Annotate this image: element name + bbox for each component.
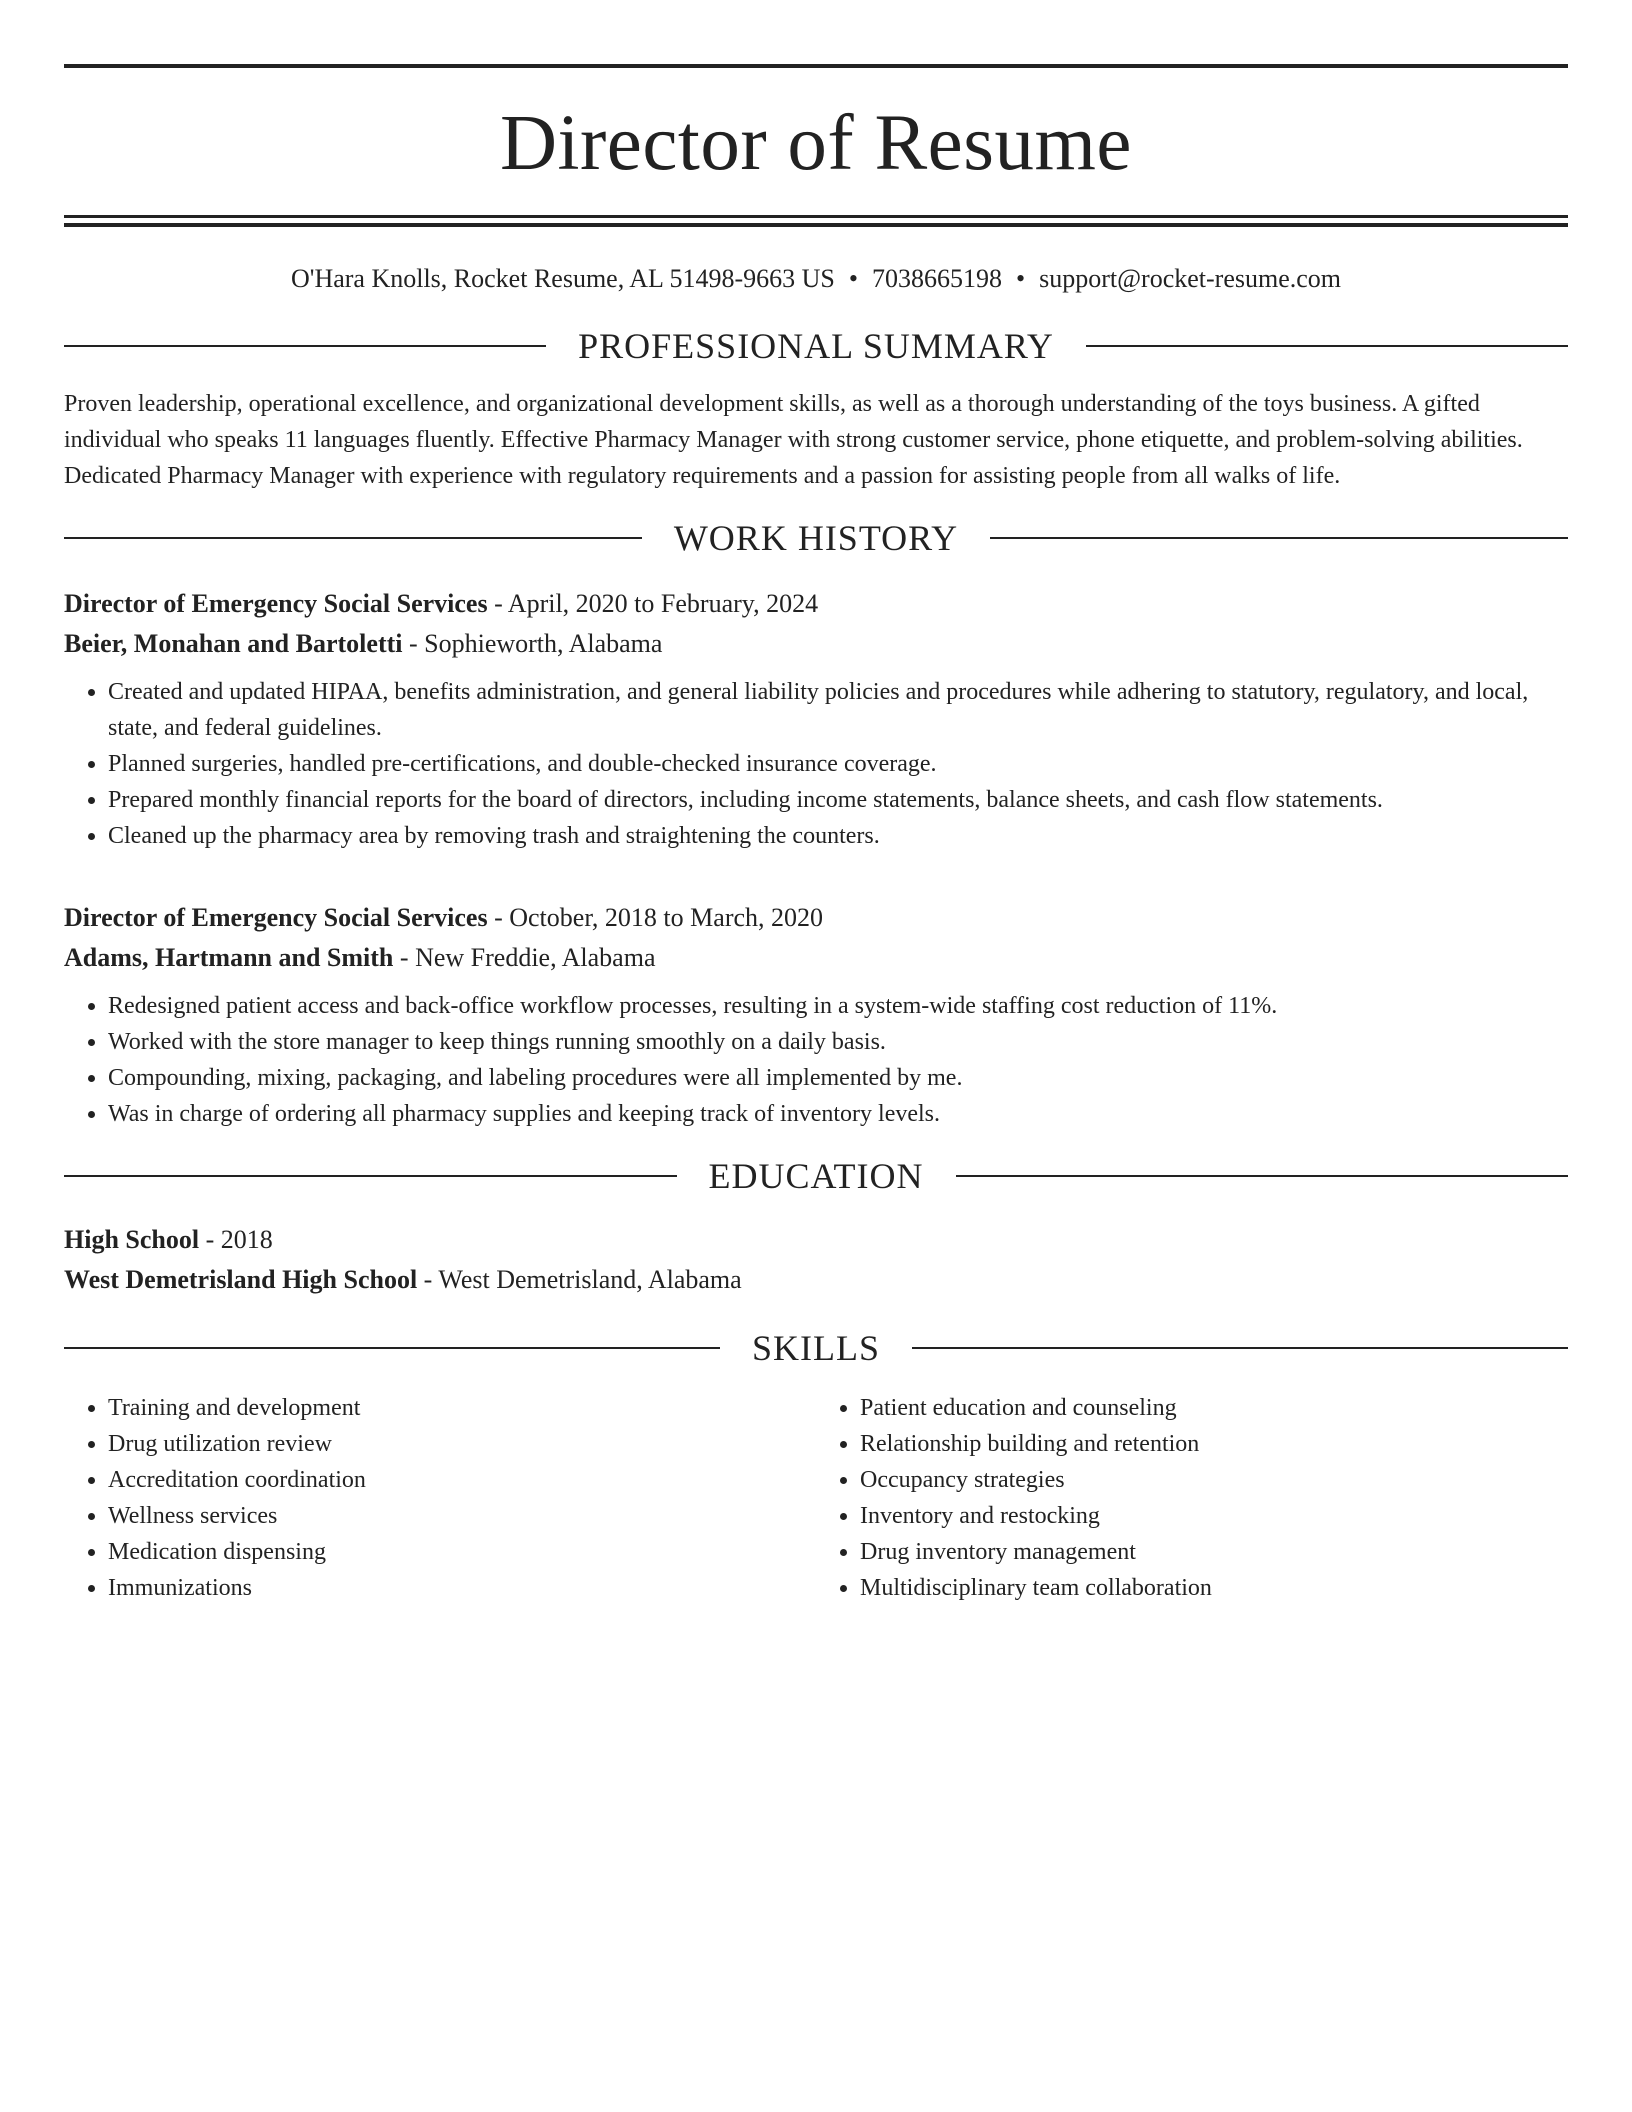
contact-phone: 7038665198: [871, 264, 1002, 293]
section-rule: [912, 1347, 1568, 1349]
job-bullets: [64, 674, 1568, 854]
section-header-skills: [64, 1328, 1568, 1369]
skill-item: • Accreditation coordination: [108, 1462, 816, 1498]
skills-list-right: [816, 1390, 1568, 1606]
skill-item: • Medication dispensing: [108, 1534, 816, 1570]
section-rule: [956, 1175, 1569, 1177]
top-rule: [64, 64, 1568, 68]
job-company: Beier, Monahan and Bartoletti: [64, 629, 403, 659]
education-location: - West Demetrisland, Alabama: [417, 1265, 742, 1295]
education-degree: High School: [64, 1225, 200, 1255]
skill-item: • Drug inventory management: [860, 1534, 1568, 1570]
section-rule: [64, 1347, 720, 1349]
section-title: PROFESSIONAL SUMMARY: [578, 326, 1054, 367]
section-title: WORK HISTORY: [673, 518, 959, 559]
section-header-work: [64, 518, 1568, 559]
skill-item: • Immunizations: [108, 1570, 816, 1606]
education-degree-line: [64, 1220, 1568, 1260]
skill-item: • Training and development: [108, 1390, 816, 1426]
job-location: - Sophieworth, Alabama: [402, 629, 663, 659]
job-location: - New Freddie, Alabama: [393, 943, 656, 973]
job-company-line: [64, 624, 1568, 664]
job-bullets: [64, 988, 1568, 1132]
job-bullet: • Redesigned patient access and back-office workflow processes, resulting in a system-wide staffing cost reduction of 11%.: [108, 988, 1568, 1024]
job-entry: [64, 898, 1568, 1132]
skill-item: • Patient education and counseling: [860, 1390, 1568, 1426]
summary-text: Proven leadership, operational excellence, and organizational development skills, as well as a thorough understanding of the toys business. A gifted individual who speaks 11 languages fluently. Effective Pharmacy Manager with strong customer service, phone etiquette, and problem-solving abilities. Dedicated Pharmacy Manager with experience with regulatory requirements and a passion for assisting people from all walks of life.: [64, 391, 1523, 490]
education-entry: [64, 1220, 1568, 1300]
job-position: Director of Emergency Social Services: [64, 589, 488, 619]
job-company-line: [64, 938, 1568, 978]
job-title-line: [64, 584, 1568, 624]
skills-list-left: [64, 1390, 816, 1606]
job-position: Director of Emergency Social Services: [64, 903, 488, 933]
skill-item: • Multidisciplinary team collaboration: [860, 1570, 1568, 1606]
job-bullet: • Compounding, mixing, packaging, and labeling procedures were all implemented by me.: [108, 1060, 1568, 1096]
job-bullet: • Worked with the store manager to keep things running smoothly on a daily basis.: [108, 1024, 1568, 1060]
contact-separator: •: [1015, 264, 1026, 293]
section-rule: [990, 537, 1568, 539]
section-title: EDUCATION: [708, 1156, 924, 1197]
contact-separator: •: [848, 264, 858, 293]
section-header-summary: [64, 326, 1568, 367]
contact-line: [64, 263, 1568, 294]
section-rule: [64, 537, 642, 539]
skill-item: • Relationship building and retention: [860, 1426, 1568, 1462]
job-dates: - April, 2020 to February, 2024: [487, 589, 819, 619]
job-dates: - October, 2018 to March, 2020: [487, 903, 824, 933]
resume-name: Director of Resume: [499, 100, 1132, 187]
contact-address: O'Hara Knolls, Rocket Resume, AL 51498-9663 US: [290, 264, 835, 293]
job-entry: [64, 584, 1568, 854]
section-rule: [64, 1175, 677, 1177]
section-rule: [1086, 345, 1568, 347]
job-company: Adams, Hartmann and Smith: [64, 943, 394, 973]
section-header-education: [64, 1156, 1568, 1197]
skills-columns: [64, 1390, 1568, 1606]
skill-item: • Occupancy strategies: [860, 1462, 1568, 1498]
skill-item: • Drug utilization review: [108, 1426, 816, 1462]
job-title-line: [64, 898, 1568, 938]
job-bullet: • Planned surgeries, handled pre-certifications, and double-checked insurance coverage.: [108, 746, 1568, 782]
section-rule: [64, 345, 546, 347]
job-bullet: • Prepared monthly financial reports for the board of directors, including income statements, balance sheets, and cash flow statements.: [108, 782, 1568, 818]
skill-item: • Wellness services: [108, 1498, 816, 1534]
job-bullet: • Cleaned up the pharmacy area by removing trash and straightening the counters.: [108, 818, 1568, 854]
contact-email: support@rocket-resume.com: [1039, 264, 1342, 293]
education-school-line: [64, 1260, 1568, 1300]
job-bullet: • Was in charge of ordering all pharmacy supplies and keeping track of inventory levels.: [108, 1096, 1568, 1132]
job-bullet: • Created and updated HIPAA, benefits administration, and general liability policies and procedures while adhering to statutory, regulatory, and local, state, and federal guidelines.: [108, 674, 1568, 746]
double-rule: [64, 215, 1568, 227]
section-title: SKILLS: [752, 1328, 881, 1369]
skill-item: • Inventory and restocking: [860, 1498, 1568, 1534]
education-school: West Demetrisland High School: [64, 1265, 418, 1295]
education-year: - 2018: [199, 1225, 273, 1255]
